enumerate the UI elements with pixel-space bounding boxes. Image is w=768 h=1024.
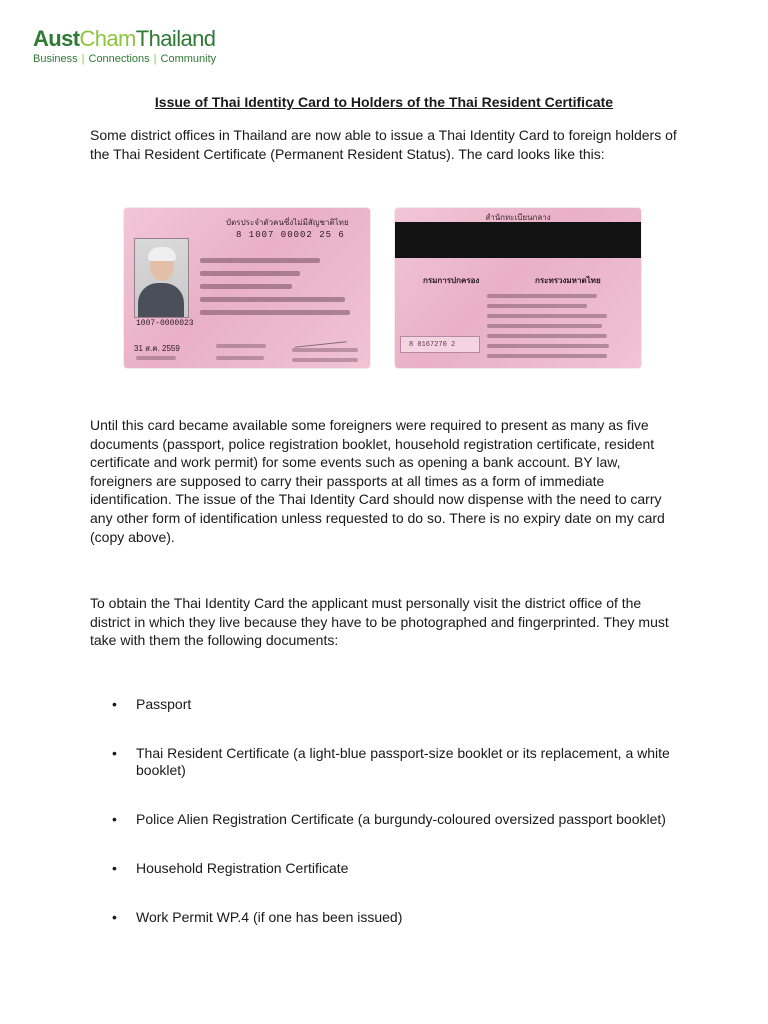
- card-front-number: 8 1007 00002 25 6: [236, 230, 345, 240]
- list-item: [112, 860, 672, 877]
- body-paragraph: To obtain the Thai Identity Card the applicant must personally visit the district office of the district in which they live because they have to be photographed and fingerprinted. They must take with them the following documents:: [90, 595, 669, 649]
- logo-word-thailand: Thailand: [135, 26, 216, 51]
- card-front-text-line: [200, 310, 350, 315]
- signature-mark: [293, 329, 346, 347]
- tagline-community: Community: [160, 53, 217, 65]
- logo-tagline: [33, 53, 216, 65]
- photo-body-shape: [138, 283, 184, 317]
- list-item-text: Passport: [136, 696, 192, 712]
- list-item: [112, 696, 672, 713]
- card-back-department-right: กระทรวงมหาดไทย: [535, 276, 601, 285]
- list-item-text: Thai Resident Certificate (a light-blue passport-size booklet or its replacement, a white booklet): [136, 745, 670, 778]
- photo-hair-shape: [148, 247, 176, 261]
- card-back-text-line: [487, 354, 607, 358]
- card-back-serial-box: 8 0167270 2: [400, 336, 480, 353]
- tagline-separator: |: [153, 53, 157, 65]
- list-item-text: Work Permit WP.4 (if one has been issued): [136, 909, 403, 925]
- bullet-icon: •: [112, 860, 117, 876]
- austcham-logo: [33, 26, 216, 65]
- card-front-text-line: [136, 356, 176, 360]
- tagline-business: Business: [33, 53, 78, 65]
- logo-word-cham: Cham: [79, 26, 136, 51]
- card-front-issue-date: 31 ส.ค. 2559: [134, 344, 180, 353]
- bullet-icon: •: [112, 909, 117, 925]
- card-front-text-line: [292, 358, 358, 362]
- required-documents-list: [112, 696, 672, 958]
- list-item-text: Police Alien Registration Certificate (a burgundy-coloured oversized passport booklet): [136, 811, 666, 827]
- card-front-text-line: [200, 271, 300, 276]
- card-front-code: 1007-0000023: [136, 319, 194, 328]
- body-paragraph: Until this card became available some foreigners were required to present as many as five documents (passport, police registration booklet, household registration certificate, resident certificate and work permit) for some events such as opening a bank account. BY law, foreigners are supposed to carry their passports at all times as a form of immediate identification. The issue of the Thai Identity Card should now dispense with the need to carry any other form of identification unless requested to do so. There is no expiry date on my card (copy above).: [90, 417, 665, 545]
- list-item: [112, 909, 672, 926]
- list-item-text: Household Registration Certificate: [136, 860, 349, 876]
- cardholder-photo: [134, 238, 189, 318]
- magnetic-stripe: [395, 222, 641, 258]
- card-back-department-left: กรมการปกครอง: [423, 276, 480, 285]
- document-title: Issue of Thai Identity Card to Holders of the Thai Resident Certificate: [154, 94, 614, 110]
- card-back-text-line: [487, 314, 607, 318]
- card-front-text-line: [200, 297, 345, 302]
- card-back-text-line: [487, 304, 587, 308]
- tagline-connections: Connections: [88, 53, 150, 65]
- bullet-icon: •: [112, 745, 117, 761]
- bullet-icon: •: [112, 811, 117, 827]
- intro-paragraph: Some district offices in Thailand are now able to issue a Thai Identity Card to foreign holders of the Thai Resident Certificate (Permanent Resident Status). The card looks like this:: [90, 127, 677, 162]
- list-item: [112, 745, 672, 779]
- bullet-icon: •: [112, 696, 117, 712]
- card-back-text-line: [487, 324, 602, 328]
- card-front-title: บัตรประจำตัวคนซึ่งไม่มีสัญชาติไทย: [226, 218, 349, 227]
- card-front-text-line: [216, 344, 266, 348]
- card-back-text-line: [487, 294, 597, 298]
- list-item: [112, 811, 672, 828]
- card-front-text-line: [200, 284, 292, 289]
- card-back-heading: สำนักทะเบียนกลาง: [485, 213, 551, 222]
- logo-word-aust: Aust: [33, 26, 80, 51]
- tagline-separator: |: [81, 53, 85, 65]
- id-card-front-image: [124, 208, 370, 368]
- logo-wordmark: [33, 26, 216, 52]
- id-card-back-image: [395, 208, 641, 368]
- card-front-text-line: [292, 348, 358, 352]
- card-front-text-line: [200, 258, 320, 263]
- card-front-text-line: [216, 356, 264, 360]
- card-back-text-line: [487, 344, 609, 348]
- card-back-text-line: [487, 334, 607, 338]
